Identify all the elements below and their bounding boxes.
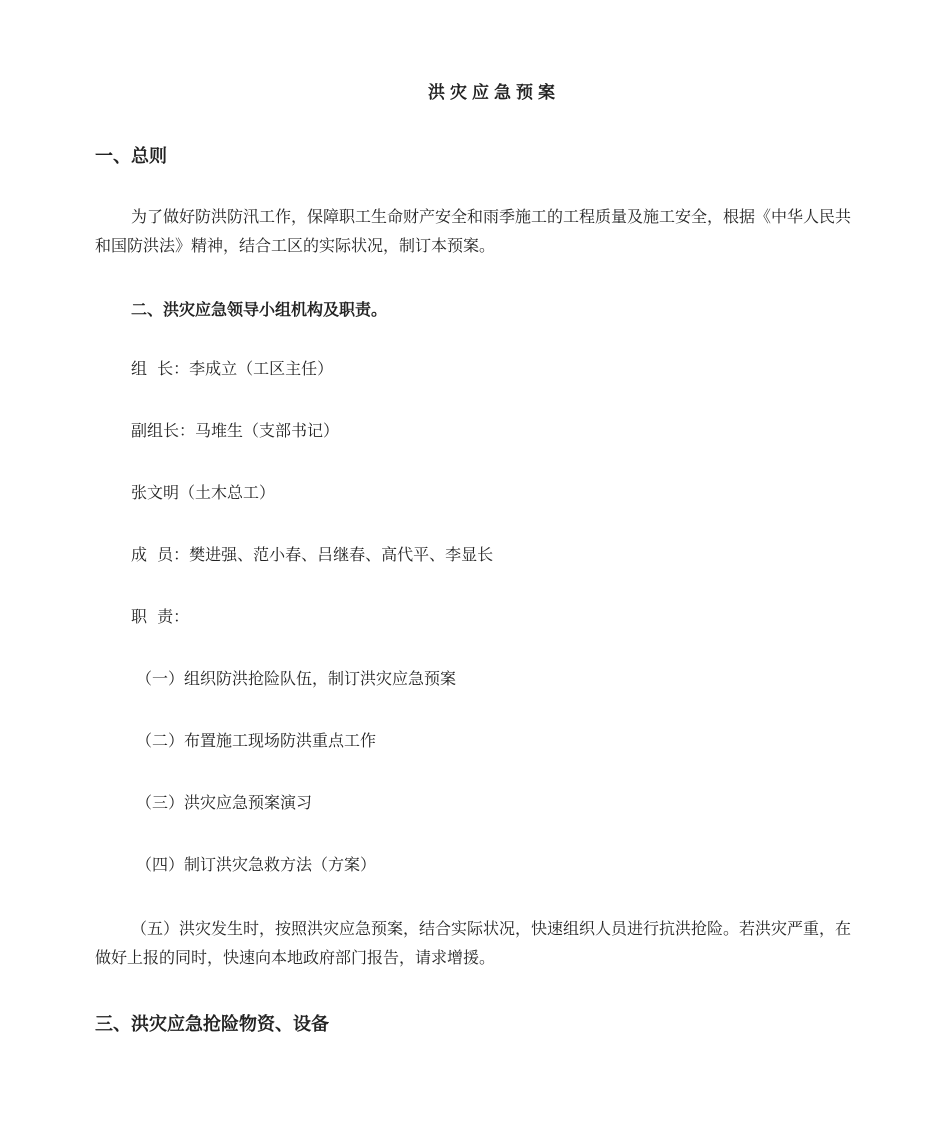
duty-item: （三）洪灾应急预案演习 (136, 793, 313, 812)
document-title: 洪灾应急预案 (428, 83, 560, 103)
general-paragraph: 为了做好防洪防汛工作，保障职工生命财产安全和雨季施工的工程质量及施工安全，根据《中华人民共和国防洪法》精神，结合工区的实际状况，制订本预案。 (95, 207, 852, 255)
section-heading-leadership: 二、洪灾应急领导小组机构及职责。 (131, 300, 388, 319)
section-heading-materials: 三、洪灾应急抢险物资、设备 (95, 1014, 329, 1035)
members-line: 成 员：樊进强、范小春、吕继春、高代平、李显长 (131, 545, 494, 564)
deputy-leader-2-line: 张文明（土木总工） (131, 483, 276, 502)
duty-item: （一）组织防洪抢险队伍，制订洪灾应急预案 (136, 669, 457, 688)
duty-item: （四）制订洪灾急救方法（方案） (136, 855, 377, 874)
duty-item: （二）布置施工现场防洪重点工作 (136, 731, 377, 750)
duty-item-5-paragraph: （五）洪灾发生时，按照洪灾应急预案，结合实际状况，快速组织人员进行抗洪抢险。若洪灾严重，在做好上报的同时，快速向本地政府部门报告，请求增援。 (95, 919, 852, 967)
leader-line: 组 长：李成立（工区主任） (131, 359, 334, 378)
duties-label: 职 责： (131, 607, 190, 626)
section-heading-general: 一、总则 (95, 146, 167, 167)
deputy-leader-line: 副组长：马堆生（支部书记） (131, 421, 340, 440)
